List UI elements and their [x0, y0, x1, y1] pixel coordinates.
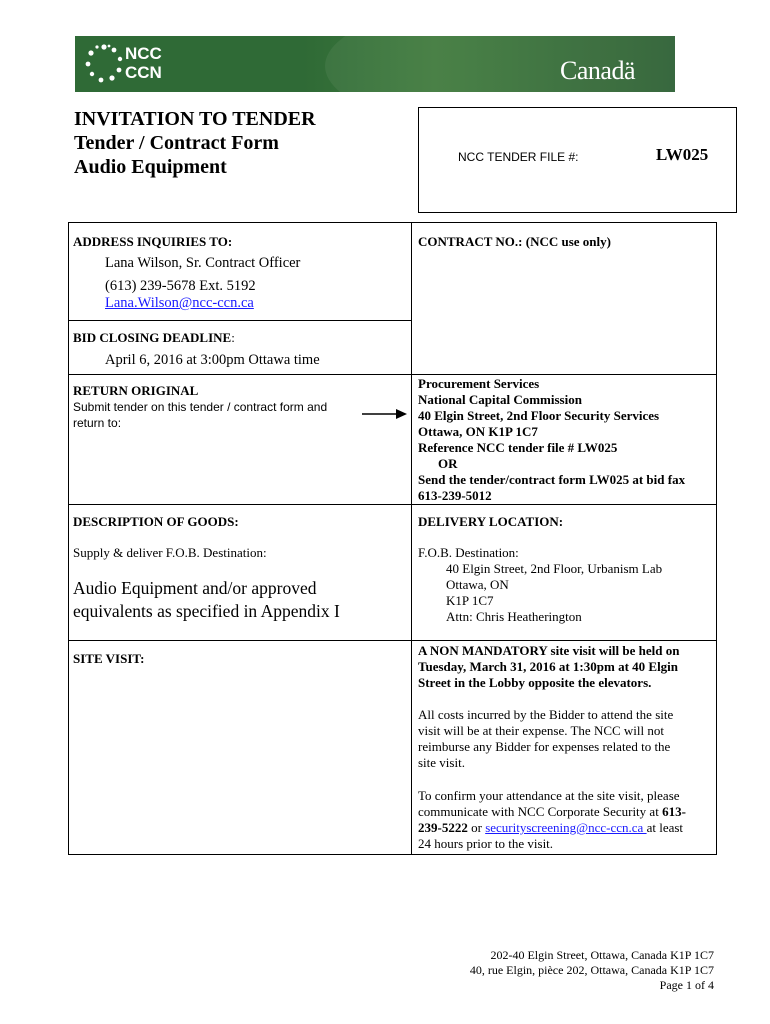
table-border-right	[716, 222, 717, 855]
site-visit-line: A NON MANDATORY site visit will be held on	[418, 643, 680, 658]
costs-line: reimburse any Bidder for expenses related to the	[418, 739, 671, 754]
page-subtitle-item: Audio Equipment	[74, 156, 227, 178]
site-visit-label: SITE VISIT:	[73, 651, 145, 666]
costs-line: All costs incurred by the Bidder to attend the site	[418, 707, 674, 722]
tender-file-number: LW025	[656, 145, 709, 164]
confirm-line: 24 hours prior to the visit.	[418, 836, 554, 851]
goods-supply: Supply & deliver F.O.B. Destination:	[73, 545, 267, 560]
costs-line: visit will be at their expense. The NCC will not	[418, 723, 665, 738]
table-border-bottom	[68, 854, 717, 855]
delivery-line: K1P 1C7	[446, 593, 494, 608]
return-text-line: Submit tender on this tender / contract form and	[73, 400, 328, 414]
deadline-label	[73, 330, 235, 346]
row-divider	[68, 320, 412, 321]
header-banner	[75, 36, 675, 92]
tender-file-label: NCC TENDER FILE #:	[458, 150, 579, 164]
delivery-destination: F.O.B. Destination:	[418, 545, 519, 560]
contact-email-link[interactable]: Lana.Wilson@ncc-ccn.ca	[105, 295, 254, 311]
costs-line: site visit.	[418, 755, 465, 770]
return-instructions	[73, 399, 327, 431]
delivery-line: Ottawa, ON	[446, 577, 509, 592]
site-visit-confirm	[418, 788, 686, 852]
delivery-address	[446, 561, 662, 625]
ncc-line-1: NCC	[125, 44, 162, 63]
delivery-line: Attn: Chris Heatherington	[446, 609, 582, 624]
return-text-line: return to:	[73, 416, 122, 430]
inquiries-label: ADDRESS INQUIRIES TO:	[73, 234, 233, 249]
confirm-line	[418, 820, 686, 836]
ncc-wordmark	[125, 44, 162, 82]
address-line: Procurement Services	[418, 376, 540, 391]
row-divider	[68, 374, 717, 375]
site-visit-costs	[418, 707, 673, 771]
contact-phone: (613) 239-5678 Ext. 5192	[105, 278, 256, 294]
canada-wordmark: Canadä	[560, 56, 635, 85]
contact-name: Lana Wilson, Sr. Contract Officer	[105, 255, 301, 271]
confirm-text: communicate with NCC Corporate Security at	[418, 804, 663, 819]
confirm-text: at least	[646, 820, 684, 835]
goods-description-line: equivalents as specified in Appendix I	[73, 601, 340, 621]
delivery-label: DELIVERY LOCATION:	[418, 514, 564, 529]
table-divider-middle	[411, 222, 412, 855]
address-line: National Capital Commission	[418, 392, 582, 407]
confirm-line: To confirm your attendance at the site visit, please	[418, 788, 680, 803]
confirm-text: or	[467, 820, 486, 835]
footer-address-fr: 40, rue Elgin, pièce 202, Ottawa, Canada K1P 1C7	[469, 963, 714, 977]
table-border-left	[68, 222, 69, 855]
goods-label: DESCRIPTION OF GOODS:	[73, 514, 239, 529]
ncc-logo-icon	[83, 42, 125, 84]
address-line: Ottawa, ON K1P 1C7	[418, 424, 538, 439]
procurement-address	[418, 376, 685, 504]
address-line: Reference NCC tender file # LW025	[418, 440, 618, 455]
contract-number-label: CONTRACT NO.: (NCC use only)	[418, 234, 611, 249]
delivery-line: 40 Elgin Street, 2nd Floor, Urbanism Lab	[446, 561, 663, 576]
page-title: INVITATION TO TENDER	[74, 108, 316, 130]
security-phone-part: 239-5222	[418, 820, 468, 835]
return-original-label: RETURN ORIGINAL	[73, 383, 199, 398]
security-email-link[interactable]: securityscreening@ncc-ccn.ca	[485, 820, 647, 835]
security-phone-part: 613-	[662, 804, 686, 819]
page-subtitle: Tender / Contract Form	[74, 132, 279, 154]
goods-description	[73, 577, 340, 623]
deadline-label-colon: :	[231, 330, 235, 345]
confirm-line	[418, 804, 686, 820]
site-visit-line: Tuesday, March 31, 2016 at 1:30pm at 40 Elgin	[418, 659, 679, 674]
row-divider	[68, 504, 717, 505]
table-border-top	[68, 222, 717, 223]
site-visit-line: Street in the Lobby opposite the elevators.	[418, 675, 652, 690]
ncc-line-2: CCN	[125, 63, 162, 82]
page-footer	[470, 948, 714, 993]
deadline-value: April 6, 2016 at 3:00pm Ottawa time	[105, 352, 320, 368]
address-line: 40 Elgin Street, 2nd Floor Security Services	[418, 408, 660, 423]
row-divider	[68, 640, 717, 641]
address-line: Send the tender/contract form LW025 at bid fax	[418, 472, 686, 487]
footer-address-en: 202-40 Elgin Street, Ottawa, Canada K1P 1C7	[490, 948, 714, 962]
page-number: Page 1 of 4	[659, 978, 714, 992]
address-line: 613-239-5012	[418, 488, 492, 503]
arrow-right-icon	[360, 408, 408, 420]
site-visit-notice	[418, 643, 679, 691]
goods-description-line: Audio Equipment and/or approved	[73, 578, 317, 598]
address-line: OR	[438, 456, 458, 471]
deadline-label-text: BID CLOSING DEADLINE	[73, 330, 232, 345]
